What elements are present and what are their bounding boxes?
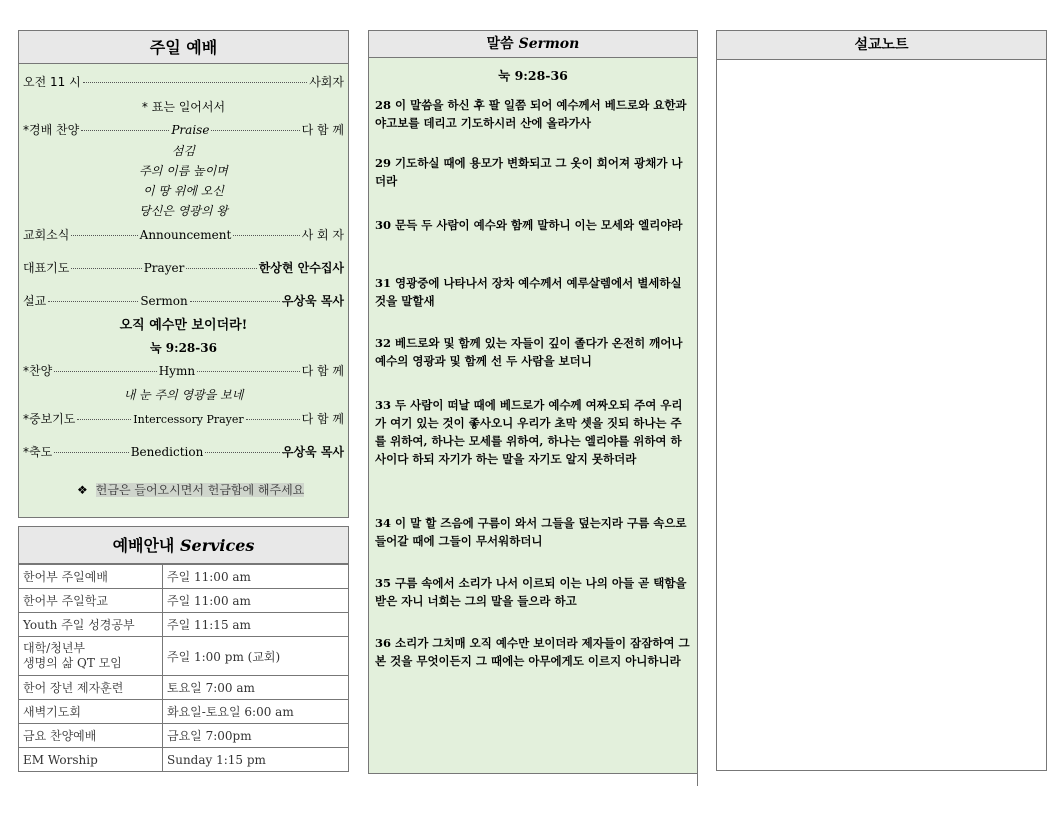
hymn-title: 내 눈 주의 영광을 보네 [123, 388, 244, 402]
verse-31: 31 영광중에 나타나서 장차 예수께서 예루살렘에서 별세하실 것을 말할새 [375, 276, 682, 308]
verse-32: 32 베드로와 및 함께 있는 자들이 깊이 졸다가 온전히 깨어나 예수의 영광과 및 함께 선 두 사람을 보더니 [375, 336, 683, 368]
worship-order-panel [18, 64, 349, 518]
order-item-announcement: 교회소식 Announcement 사 회 자 [23, 228, 345, 242]
service-name-cell: 금요 찬양예배 [19, 724, 163, 748]
table-row [19, 700, 349, 724]
table-row [19, 637, 349, 676]
order-item-benediction: *축도 Benediction 우상욱 목사 [23, 445, 344, 459]
service-name-cell: 한어 장년 제자훈련 [19, 676, 163, 700]
table-row [19, 613, 349, 637]
service-time-cell: 화요일-토요일 6:00 am [163, 700, 349, 724]
table-row [19, 748, 349, 772]
order-item-prayer: 대표기도 Prayer 한상현 안수집사 [23, 261, 345, 275]
service-name-cell: Youth 주일 성경공부 [19, 613, 163, 637]
praise-song-4: 당신은 영광의 왕 [139, 204, 228, 218]
service-name-cell: 한어부 주일학교 [19, 589, 163, 613]
sermon-title: 오직 예수만 보이더라! [119, 318, 248, 333]
divider [697, 774, 698, 786]
table-row [19, 676, 349, 700]
praise-song-1: 섬김 [171, 144, 196, 158]
services-header: 예배안내 Services [18, 526, 349, 564]
sermon-reference: 눅 9:28-36 [150, 341, 217, 355]
services-table [18, 564, 349, 772]
scripture-reference: 눅 9:28-36 [498, 68, 568, 83]
service-time-cell: Sunday 1:15 pm [163, 748, 349, 772]
order-item-intercessory: *중보기도 Intercessory Prayer 다 함 께 [23, 412, 344, 426]
sermon-header: 말씀 Sermon [368, 30, 698, 58]
service-time-cell: 주일 11:15 am [163, 613, 349, 637]
order-item-hymn: *찬양 Hymn 다 함 께 [23, 364, 345, 378]
offering-note: ❖ 헌금은 들어오시면서 헌금함에 해주세요 [77, 483, 305, 497]
service-time-cell: 주일 1:00 pm (교회) [163, 637, 349, 676]
table-row [19, 565, 349, 589]
table-row [19, 589, 349, 613]
standing-note: * 표는 일어서서 [141, 100, 226, 114]
service-time-cell: 토요일 7:00 am [163, 676, 349, 700]
service-name-cell: 대학/청년부 생명의 삶 QT 모임 [19, 637, 163, 676]
verse-30: 30 문득 두 사람이 예수와 함께 말하니 이는 모세와 엘리야라 [375, 218, 683, 232]
sermon-scripture-panel [368, 58, 698, 774]
service-name-cell: 새벽기도회 [19, 700, 163, 724]
worship-header [18, 30, 349, 64]
verse-33: 33 두 사람이 떠날 때에 베드로가 예수께 여짜오되 주여 우리가 여기 있는 것이 좋사오니 우리가 초막 셋을 짓되 하나는 주를 위하여, 하나는 모세를 위하여, 하나는 엘리야를 위하여 하사이다 하되 자기가 하는 말을 자기도 알지 못하더라 [375, 398, 683, 466]
service-name-cell: 한어부 주일예배 [19, 565, 163, 589]
verse-35: 35 구름 속에서 소리가 나서 이르되 이는 나의 아들 곧 택함을 받은 자니 너희는 그의 말을 들으라 하고 [375, 576, 687, 608]
order-item-time: 오전 11 시 사회자 [23, 75, 344, 89]
service-time-cell: 주일 11:00 am [163, 565, 349, 589]
verse-34: 34 이 말 할 즈음에 구름이 와서 그들을 덮는지라 구름 속으로 들어갈 때에 그들이 무서워하더니 [375, 516, 687, 548]
praise-song-2: 주의 이름 높이며 [139, 164, 228, 178]
service-time-cell: 주일 11:00 am [163, 589, 349, 613]
order-item-sermon: 설교 Sermon 우상욱 목사 [23, 294, 344, 308]
praise-song-3: 이 땅 위에 오신 [143, 184, 224, 198]
diamond-bullet-icon: ❖ [77, 483, 88, 497]
service-time-cell: 금요일 7:00pm [163, 724, 349, 748]
table-row [19, 724, 349, 748]
notes-header: 설교노트 [716, 30, 1047, 60]
verse-28: 28 이 말씀을 하신 후 팔 일쯤 되어 예수께서 베드로와 요한과 야고보를 데리고 기도하시러 산에 올라가사 [375, 98, 687, 130]
order-item-praise: *경배 찬양 Praise 다 함 께 [23, 123, 344, 137]
service-name-cell: EM Worship [19, 748, 163, 772]
worship-title: 주일 예배 [149, 38, 218, 57]
verse-36: 36 소리가 그치매 오직 예수만 보이더라 제자들이 잠잠하여 그 본 것을 무엇이든지 그 때에는 아무에게도 이르지 아니하니라 [375, 636, 690, 668]
sermon-notes-area[interactable] [716, 60, 1047, 771]
verse-29: 29 기도하실 때에 용모가 변화되고 그 옷이 희어져 광채가 나더라 [375, 156, 683, 188]
